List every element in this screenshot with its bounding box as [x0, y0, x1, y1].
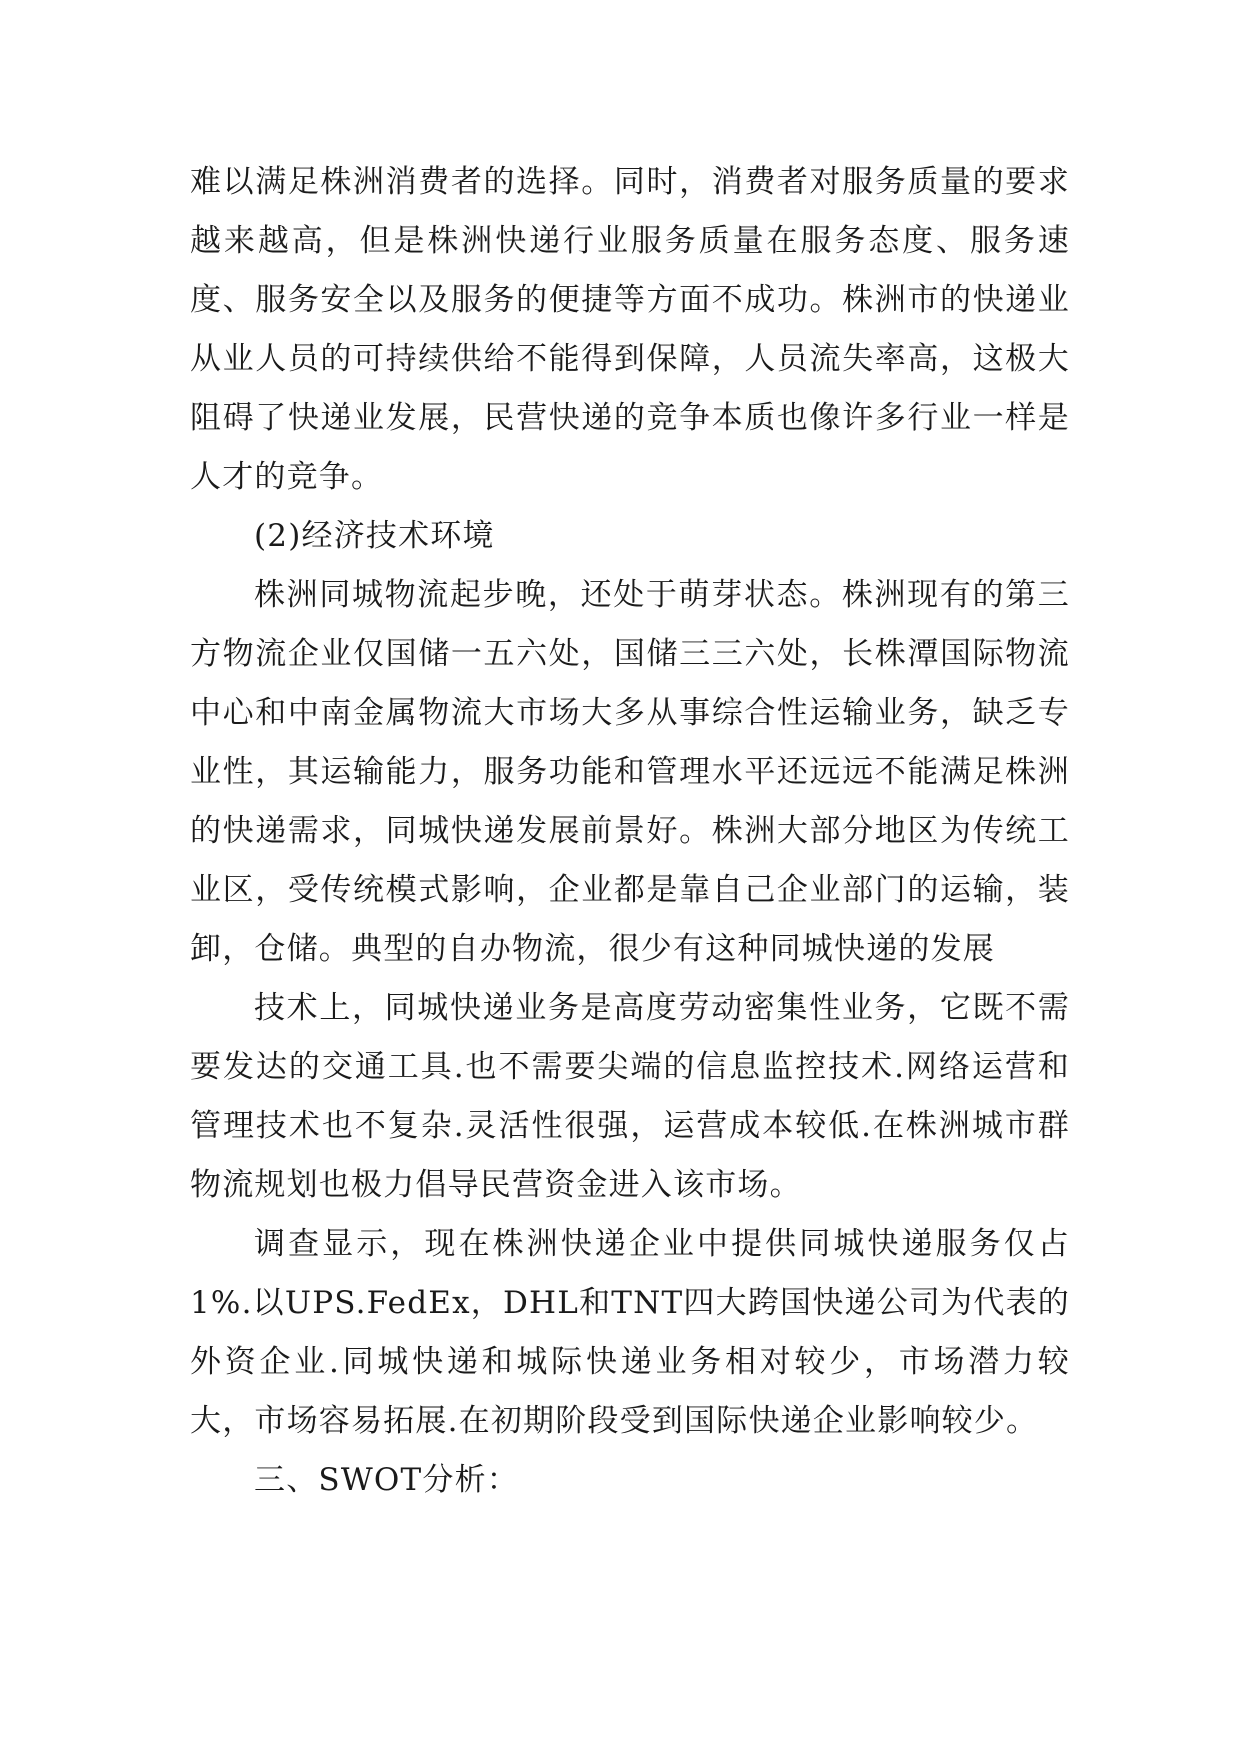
document-body: [190, 153, 1070, 1510]
paragraph-survey-results: 调查显示，现在株洲快递企业中提供同城快递服务仅占1%.以UPS.FedEx，DHL和TNT四大跨国快递公司为代表的外资企业.同城快递和城际快递业务相对较少，市场潜力较大，市场容易拓展.在初期阶段受到国际快递企业影响较少。: [190, 1226, 1070, 1439]
paragraph-logistics-status: 株洲同城物流起步晚，还处于萌芽状态。株洲现有的第三方物流企业仅国储一五六处，国储三三六处，长株潭国际物流中心和中南金属物流大市场大多从事综合性运输业务，缺乏专业性，其运输能力，服务功能和管理水平还远远不能满足株洲的快递需求，同城快递发展前景好。株洲大部分地区为传统工业区，受传统模式影响，企业都是靠自己企业部门的运输，装卸，仓储。典型的自办物流，很少有这种同城快递的发展: [190, 577, 1070, 967]
paragraph-technology: 技术上，同城快递业务是高度劳动密集性业务，它既不需要发达的交通工具.也不需要尖端的信息监控技术.网络运营和管理技术也不复杂.灵活性很强，运营成本较低.在株洲城市群物流规划也极力倡导民营资金进入该市场。: [190, 990, 1070, 1203]
section-heading-economic-technical-environment: (2)经济技术环境: [254, 518, 495, 554]
section-heading-swot-analysis: 三、SWOT分析：: [254, 1462, 519, 1498]
paragraph-service-quality: 难以满足株洲消费者的选择。同时，消费者对服务质量的要求越来越高，但是株洲快递行业服务质量在服务态度、服务速度、服务安全以及服务的便捷等方面不成功。株洲市的快递业从业人员的可持续供给不能得到保障，人员流失率高，这极大阻碍了快递业发展，民营快递的竞争本质也像许多行业一样是人才的竞争。: [190, 164, 1070, 495]
